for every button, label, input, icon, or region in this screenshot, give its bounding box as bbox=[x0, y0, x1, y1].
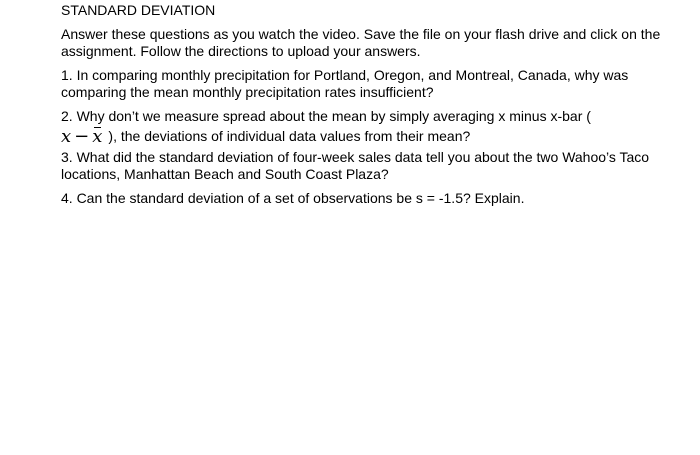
instructions-paragraph: Answer these questions as you watch the video. Save the file on your flash drive and click on the assignment. Follow the directions to upload your answers. bbox=[61, 26, 661, 59]
deviation-formula bbox=[61, 126, 102, 148]
formula-xbar: x bbox=[92, 126, 103, 147]
question-2-text-end: ), the deviations of individual data values from their mean? bbox=[108, 128, 471, 144]
worksheet bbox=[61, 2, 661, 214]
question-3: 3. What did the standard deviation of four-week sales data tell you about the two Wahoo’s Taco locations, Manhattan Beach and South Coast Plaza? bbox=[61, 149, 650, 182]
formula-x: x bbox=[61, 126, 72, 147]
question-4: 4. Can the standard deviation of a set of observations be s = -1.5? Explain. bbox=[61, 190, 525, 206]
formula-minus: − bbox=[74, 126, 90, 147]
question-2 bbox=[61, 108, 661, 125]
question-2-continued bbox=[61, 125, 661, 148]
question-2-text-start: 2. Why don’t we measure spread about the mean by simply averaging x minus x-bar ( bbox=[61, 108, 591, 124]
question-1: 1. In comparing monthly precipitation for Portland, Oregon, and Montreal, Canada, why was comparing the mean monthly precipitation rates insufficient? bbox=[61, 67, 629, 100]
page-title: STANDARD DEVIATION bbox=[61, 2, 216, 18]
